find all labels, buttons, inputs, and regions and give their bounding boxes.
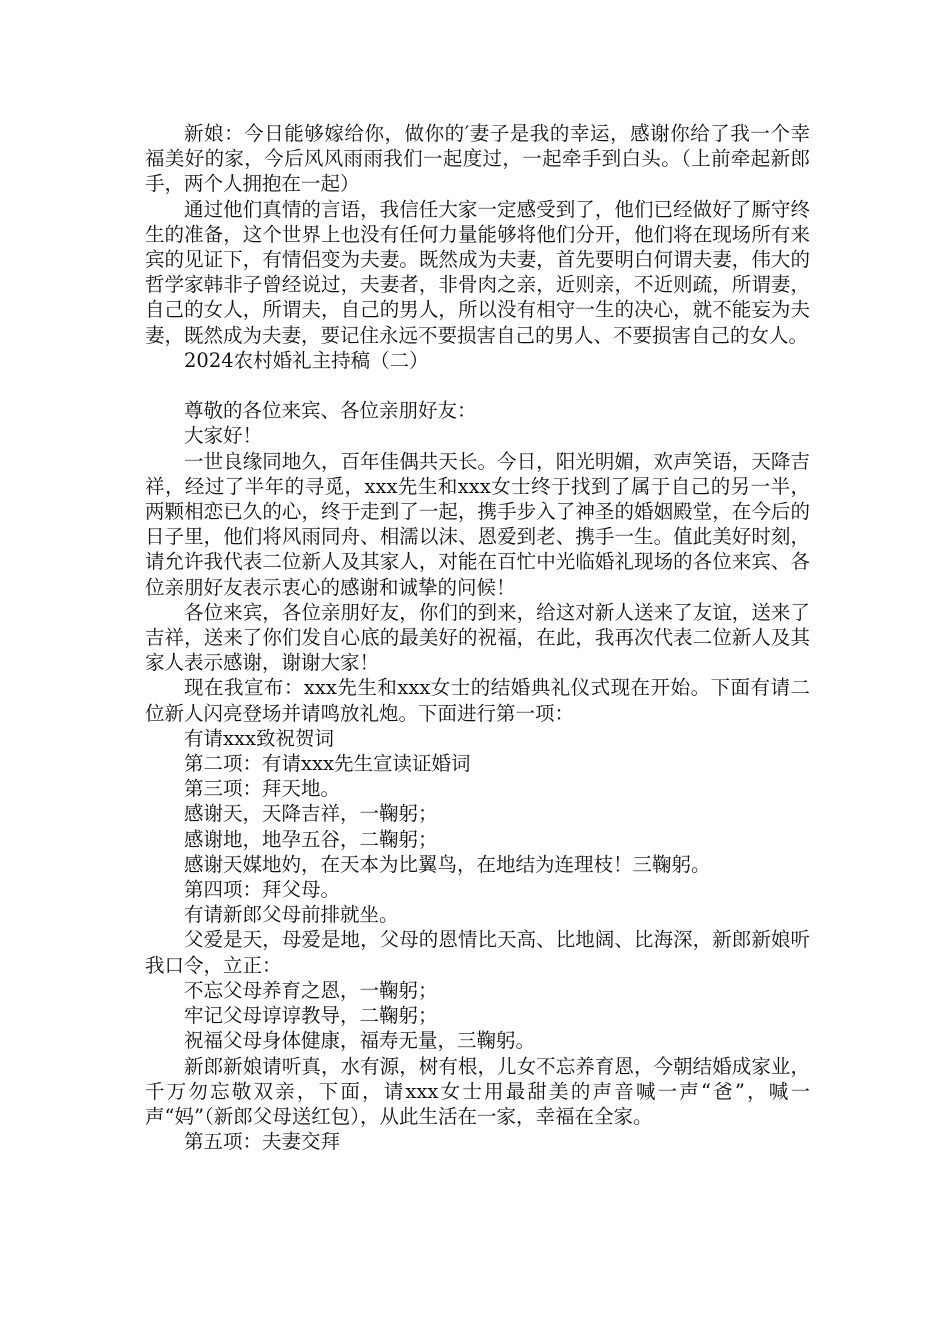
list-item: 祝福父母身体健康，福寿无量，三鞠躬。: [184, 1029, 536, 1053]
list-item: 牢记父母谆谆教导，二鞠躬；: [184, 1004, 438, 1028]
list-item: 第二项：有请xxx先生宣读证婚词: [184, 752, 471, 776]
paragraph-host-remarks: 通过他们真情的言语，我信任大家一定感受到了，他们已经做好了厮守终生的准备，这个世界上也没有任何力量能够将他们分开，他们将在现场所有来宾的见证下，有情侣变为夫妻。既然成为夫妻，首先要明白何谓夫妻，伟大的哲学家韩非子曾经说过，夫妻者，非骨肉之亲，近则亲，不近则疏，所谓妻，自己的女人，所谓夫，自己的男人，所以没有相守一生的决心，就不能妄为夫妻，既然成为夫妻，要记住永远不要损害自己的男人、不要损害自己的女人。: [145, 197, 810, 347]
paragraph-thanks: 各位来宾，各位亲朋好友，你们的到来，给这对新人送来了友谊，送来了吉祥，送来了你们发自心底的最美好的祝福，在此，我再次代表二位新人及其家人表示感谢，谢谢大家！: [145, 600, 810, 675]
document-body: [145, 121, 810, 1154]
paragraph-salutation: 尊敬的各位来宾、各位亲朋好友：: [184, 399, 477, 423]
list-item: 有请xxx致祝贺词: [184, 726, 334, 750]
list-item: 有请新郎父母前排就坐。: [184, 903, 399, 927]
section-heading: 2024农村婚礼主持稿（二）: [184, 348, 429, 372]
paragraph-greeting: 大家好！: [184, 424, 263, 448]
list-item: 感谢天媒地妁，在天本为比翼鸟，在地结为连理枝！三鞠躬。: [184, 852, 711, 876]
paragraph-announcement: 现在我宣布：xxx先生和xxx女士的结婚典礼仪式现在开始。下面有请二位新人闪亮登场并请鸣放礼炮。下面进行第一项：: [145, 676, 810, 725]
list-item: 第三项：拜天地。: [184, 777, 341, 801]
blank-line: [145, 373, 810, 398]
list-item: 第四项：拜父母。: [184, 878, 341, 902]
list-item: 第五项：夫妻交拜: [184, 1130, 341, 1154]
paragraph-honor-parents: 新郎新娘请听真，水有源，树有根，儿女不忘养育恩，今朝结婚成家业，千万勿忘敬双亲，下面，请xxx女士用最甜美的声音喊一声“爸”，喊一声“妈”（新郎父母送红包），从此生活在一家，幸福在全家。: [145, 1054, 810, 1128]
list-item: 不忘父母养育之恩，一鞠躬；: [184, 978, 438, 1002]
paragraph-bride-speech: 新娘：今日能够嫁给你，做你的′妻子是我的幸运，感谢你给了我一个幸福美好的家，今后风风雨雨我们一起度过，一起牵手到白头。（上前牵起新郎手，两个人拥抱在一起）: [145, 122, 810, 196]
list-item: 感谢天，天降吉祥，一鞠躬；: [184, 802, 438, 826]
paragraph-opening: 一世良缘同地久，百年佳偶共天长。今日，阳光明媚，欢声笑语，天降吉祥，经过了半年的寻觅，xxx先生和xxx女士终于找到了属于自己的另一半，两颗相恋已久的心，终于走到了一起，携手步入了神圣的婚姻殿堂，在今后的日子里，他们将风雨同舟、相濡以沫、恩爱到老、携手一生。值此美好时刻，请允许我代表二位新人及其家人，对能在百忙中光临婚礼现场的各位来宾、各位亲朋好友表示衷心的感谢和诚挚的问候！: [145, 449, 810, 599]
paragraph-parents: 父爱是天，母爱是地，父母的恩情比天高、比地阔、比海深，新郎新娘听我口令，立正：: [145, 928, 810, 977]
list-item: 感谢地，地孕五谷，二鞠躬；: [184, 827, 438, 851]
